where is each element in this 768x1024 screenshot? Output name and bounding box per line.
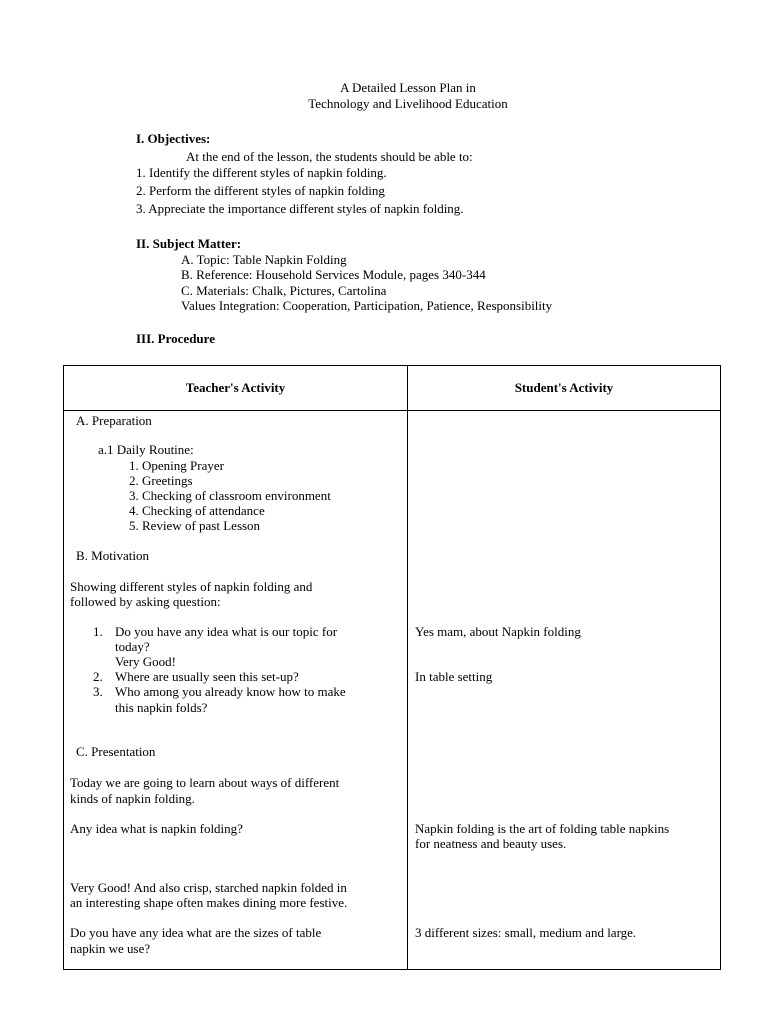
procedure-table (63, 365, 721, 970)
subject-matter-item: Values Integration: Cooperation, Participation, Patience, Responsibility (181, 298, 553, 313)
question-number: 1. (93, 624, 103, 639)
presentation-text: Today we are going to learn about ways of different (70, 775, 340, 790)
routine-item: 5. Review of past Lesson (129, 518, 261, 533)
question-number: 3. (93, 684, 103, 699)
preparation-heading: A. Preparation (76, 413, 152, 428)
subject-matter-item: B. Reference: Household Services Module, pages 340-344 (181, 267, 486, 282)
student-activity-cell (408, 411, 721, 970)
table-row (64, 411, 721, 970)
motivation-text: followed by asking question: (70, 594, 221, 609)
student-answer: In table setting (415, 669, 493, 684)
subject-matter-item: C. Materials: Chalk, Pictures, Cartolina (181, 283, 387, 298)
title-line-1: A Detailed Lesson Plan in (340, 80, 476, 95)
sizes-question: Do you have any idea what are the sizes of table (70, 925, 322, 940)
presentation-text: kinds of napkin folding. (70, 791, 195, 806)
very-good-text: Very Good! And also crisp, starched napkin folded in (70, 880, 347, 895)
student-activity-header: Student's Activity (408, 366, 721, 411)
objective-item: 2. Perform the different styles of napkin folding (136, 183, 385, 198)
question-text: Who among you already know how to make (115, 684, 346, 699)
objectives-heading: I. Objectives: (136, 131, 211, 146)
subject-matter-item: A. Topic: Table Napkin Folding (181, 252, 347, 267)
student-answer: Napkin folding is the art of folding table napkins (415, 821, 670, 836)
table-header-row (64, 366, 721, 411)
student-answer: Yes mam, about Napkin folding (415, 624, 581, 639)
student-answer: 3 different sizes: small, medium and large. (415, 925, 637, 940)
routine-item: 2. Greetings (129, 473, 193, 488)
motivation-heading: B. Motivation (76, 548, 149, 563)
question-number: 2. (93, 669, 103, 684)
objectives-intro: At the end of the lesson, the students should be able to: (186, 149, 473, 164)
presentation-heading: C. Presentation (76, 744, 156, 759)
title-line-2: Technology and Livelihood Education (308, 96, 508, 111)
question-text: Where are usually seen this set-up? (115, 669, 299, 684)
teacher-activity-header: Teacher's Activity (64, 366, 408, 411)
very-good-text: an interesting shape often makes dining more festive. (70, 895, 348, 910)
routine-item: 1. Opening Prayer (129, 458, 224, 473)
question-text: today? (115, 639, 150, 654)
motivation-text: Showing different styles of napkin folding and (70, 579, 313, 594)
objective-item: 1. Identify the different styles of napkin folding. (136, 165, 387, 180)
routine-item: 3. Checking of classroom environment (129, 488, 331, 503)
sizes-question: napkin we use? (70, 941, 151, 956)
procedure-heading: III. Procedure (136, 331, 215, 346)
teacher-activity-cell (64, 411, 408, 970)
presentation-question: Any idea what is napkin folding? (70, 821, 243, 836)
daily-routine-heading: a.1 Daily Routine: (98, 442, 194, 457)
question-text: this napkin folds? (115, 700, 208, 715)
question-text: Very Good! (115, 654, 177, 669)
question-text: Do you have any idea what is our topic for (115, 624, 338, 639)
objective-item: 3. Appreciate the importance different styles of napkin folding. (136, 201, 464, 216)
subject-matter-heading: II. Subject Matter: (136, 236, 242, 251)
student-answer: for neatness and beauty uses. (415, 836, 567, 851)
routine-item: 4. Checking of attendance (129, 503, 265, 518)
